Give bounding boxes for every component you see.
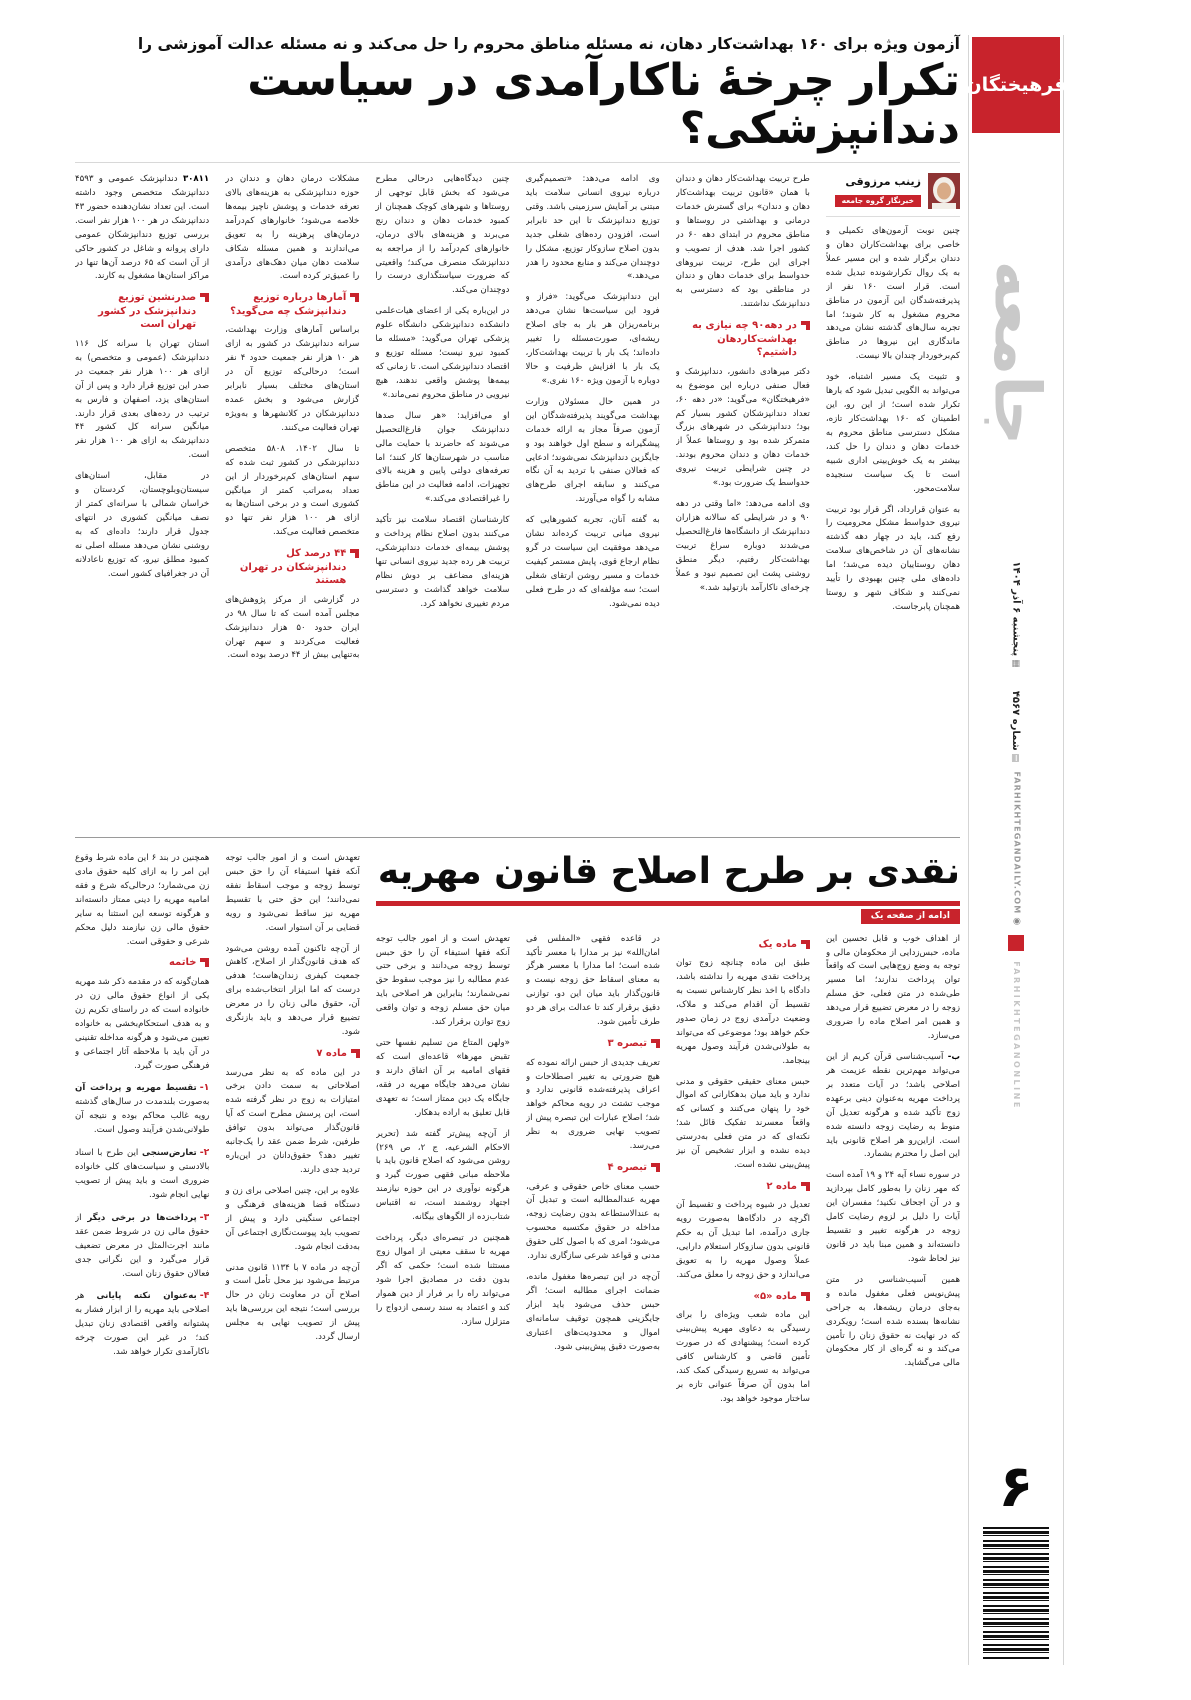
- numbered-item: ۳-پرداخت‌ها در برخی دیگر از حقوق مالی زن در شروط ضمن عقد مانند اجرت‌المثل در معرض تضعیف قرار می‌گیرد و این نگرانی جدی فعالان حقوق زنان است.: [75, 1211, 210, 1279]
- section-subhead: صدرنشین توزیع دندانپزشک در کشور تهران است: [75, 291, 209, 332]
- body-paragraph: او می‌افزاید: «هر سال صدها دندانپزشک جوان فارغ‌التحصیل می‌شوند که حاضرند با حمایت مالی مناسب در شهرستان‌ها کار کنند؛ اما تعرفه‌های دولتی پایین و هزینه بالای تجهیزات، ادامه فعالیت در این مناطق را غیراقتصادی می‌کند.»: [375, 410, 510, 505]
- article-column: [826, 933, 960, 1652]
- body-paragraph: از اهداف خوب و قابل تحسین این ماده، حبس‌زدایی از محکومان مالی و توجه به وضع زوج‌هایی است که واقعاً توان پرداخت ندارند؛ اما مسیر طی‌شده در متن فعلی، حق مسلم زوجه را در معرض تضییع قرار می‌دهد و همین امر اصلاح ماده را ضروری می‌سازد.: [825, 933, 960, 1042]
- rail-bottom: [983, 1452, 1049, 1659]
- article-column: [75, 852, 209, 1652]
- byline: [826, 173, 960, 217]
- body-paragraph: ب- آسیب‌شناسی قرآن کریم از این می‌تواند مهم‌ترین نقطه عزیمت هر اصلاحی باشد؛ در آیات متعدد بر پرداخت مهریه به‌عنوان دینی برعهده زوج تأکید شده و هرگونه تعدیل آن منوط به رضایت زوجه دانسته شده است. ازاین‌رو هر اصلاح قانونی باید این اصل را محترم بشمارد.: [825, 1052, 960, 1160]
- body-paragraph: ۳۰۸۱۱ دندانپزشک عمومی و ۴۵۹۳ دندانپزشک متخصص وجود داشته است. این تعداد نشان‌دهنده حضور ۴۳ دندانپزشک در هر ۱۰۰ هزار نفر است. بررسی توزیع دندانپزشکان عمومی دارای پروانه و شاغل در کشور حاکی از آن است که ۶۵ درصد آن‌ها تنها در مراکز استان‌ها مشغول به کارند.: [75, 174, 210, 282]
- online-brand-wrap: [969, 960, 1063, 1110]
- subhead-marker-icon: [651, 1039, 660, 1048]
- body-paragraph: به عنوان قرارداد، اگر قرار بود تربیت نیروی حدواسط مشکل محرومیت را رفع کند، باید در چهار دهه گذشته نشانه‌های آن در شاخص‌های سلامت دهان روستاییان دیده می‌شد؛ اما داده‌های ملی چنین بهبودی را تأیید نمی‌کنند و شکاف شهر و روستا همچنان پابرجاست.: [825, 504, 960, 612]
- body-paragraph: تعهدش است و از امور جالب توجه آنکه فقها استیفاء آن را حق حبس توسط زوجه می‌دانند و برخی حتی عدم مطالبه را نیز موجب سقوط حق نمی‌شمارند؛ بنابراین هر اصلاحی باید میان حق مسلم زوجه و توان واقعی زوج توازن برقرار کند.: [375, 933, 510, 1028]
- article-dental-policy: [75, 173, 960, 825]
- body-paragraph: و تثبیت یک مسیر اشتباه، خود می‌تواند به الگویی تبدیل شود که بارها تکرار شده است؛ از این رو، این اطمینان که ۱۶۰ بهداشت‌کار تازه، مشکل دسترسی مناطق محروم به خدمات دهان و دندان را حل کند، بیشتر به یک خوش‌بینی اداری شبیه است تا یک سیاست سنجیده سلامت‌محور.: [825, 372, 960, 494]
- body-paragraph: همان‌گونه که در مقدمه ذکر شد مهریه یکی از انواع حقوق مالی زن در خانواده است که در راستای تکریم زن و به هدف استحکام‌بخشی به خانواده تعیین می‌شود و هرگونه مداخله تقنینی در آن باید با ملاحظه آثار اجتماعی و فرهنگی صورت گیرد.: [75, 976, 210, 1071]
- body-paragraph: دکتر میرهادی دانشور، دندانپزشک و فعال صنفی درباره این موضوع به «فرهیختگان» می‌گوید: «در دهه ۶۰، تعداد دندانپزشکان کشور بسیار کم بود؛ دندانپزشکی در شهرهای بزرگ متمرکز شده بود و روستاها عملاً از خدمات دهان و دندان محروم بودند. در چنین شرایطی تربیت نیروی حدواسط یک ضرورت بود.»: [675, 366, 810, 489]
- calendar-icon: ▦: [1010, 659, 1021, 668]
- article-column: [75, 173, 209, 825]
- body-paragraph: چنین نوبت آزمون‌های تکمیلی و خاصی برای بهداشت‌کاران دهان و دندان برگزار شده و این مسیر عملاً به یک روال تکرارشونده تبدیل شده است. قرار است ۱۶۰ نفر از پذیرفته‌شدگان این آزمون در مناطق محروم مشغول به کار شوند؛ اما تجربه سال‌های گذشته نشان می‌دهد ماندگاری این نیروها در مناطق کم‌برخوردار چندان بالا نیست.: [825, 226, 960, 362]
- article-column: [526, 933, 660, 1652]
- article-column: [676, 173, 810, 825]
- body-paragraph: همین آسیب‌شناسی در متن پیش‌نویس فعلی مغفول مانده و به‌جای درمان ریشه‌ها، به جراحی نشانه‌ها بسنده شده است؛ رویکردی که در نهایت نه حقوق زنان را تأمین می‌کند و نه گره‌ای از کار محکومان مالی می‌گشاید.: [825, 1274, 960, 1369]
- body-paragraph: این ماده شعب ویژه‌ای را برای رسیدگی به دعاوی مهریه پیش‌بینی کرده است؛ پیشنهادی که در صورت تأمین قاضی و کارشناس کافی می‌تواند به تسریع رسیدگی کمک کند، اما بدون آن صرفاً عنوانی تازه بر ساختار موجود خواهد بود.: [675, 1310, 810, 1405]
- issue-date: پنجشنبه ۶ آذر ۱۴۰۴: [1010, 561, 1022, 657]
- section-subhead: ماده «۵»: [676, 1290, 810, 1304]
- body-paragraph: در همین حال مسئولان وزارت بهداشت می‌گویند پذیرفته‌شدگان این آزمون صرفاً مجاز به ارائه خدمات پیشگیرانه و سطح اول خواهند بود و جایگزین دندانپزشک نمی‌شوند؛ ادعایی که فعالان صنفی با تردید به آن نگاه می‌کنند و سابقه اجرای طرح‌های مشابه را گواه می‌آورند.: [525, 396, 660, 505]
- body-paragraph: تعهدش است و از امور جالب توجه آنکه فقها استیفاء آن را حق حبس توسط زوجه و موجب اسقاط نفقه نمی‌دانند؛ این حق حتی با تقسیط مهریه نیز ساقط نمی‌شود و رویه قضایی بر آن استوار است.: [225, 853, 360, 933]
- article-column: [526, 173, 660, 825]
- body-paragraph: وی ادامه می‌دهد: «تصمیم‌گیری درباره نیروی انسانی سلامت باید مبتنی بر آمایش سرزمینی باشد. وقتی توزیع دندانپزشک تا این حد نابرابر است، افزودن رده‌های شغلی جدید بدون اصلاح سازوکار توزیع، مشکل را دوچندان می‌کند و منابع محدود را هدر می‌دهد.»: [525, 174, 660, 282]
- barcode: [983, 1527, 1049, 1659]
- issue-number-icon: ▤: [1010, 753, 1021, 762]
- reporter-avatar: [928, 173, 960, 209]
- body-paragraph: آن‌چه در ماده ۷ با ۱۱۳۴ قانون مدنی مرتبط می‌شود نیز محل تأمل است و اصلاح آن در معاونت زنان در حال بررسی است؛ نتیجه این بررسی‌ها باید پیش از تصویب نهایی به مجلس ارسال گردد.: [225, 1262, 360, 1343]
- online-brand: FARHIKHTEGANONLINE: [1011, 960, 1021, 1110]
- body-paragraph: تا سال ۱۴۰۲، ۵۸۰۸ متخصص دندانپزشکی در کشور ثبت شده که سهم استان‌های کم‌برخوردار از این تعداد به‌مراتب کمتر از میانگین کشوری است و در برخی استان‌ها به ازای هر ۱۰۰ هزار نفر تنها دو متخصص فعالیت می‌کند.: [225, 443, 360, 538]
- globe-icon: ◉: [1011, 917, 1021, 927]
- section-subhead: تبصره ۴: [526, 1161, 660, 1175]
- article-column: [225, 852, 359, 1652]
- section-subhead: ماده یک: [676, 938, 810, 952]
- body-paragraph: طرح تربیت بهداشت‌کار دهان و دندان با همان «قانون تربیت بهداشت‌کار دهان و دندان» برای گسترش خدمات درمانی و بهداشتی در روستاها و مناطق محروم در ابتدای دهه ۶۰ در کشور اجرا شد. هدف از تصویب و اجرای این طرح، تربیت نیروهای حدواسط برای خدمات دهان و دندان در مناطقی بود که دسترسی به دندانپزشک نداشتند.: [675, 174, 810, 310]
- body-paragraph: این دندانپزشک می‌گوید: «فراز و فرود این سیاست‌ها نشان می‌دهد برنامه‌ریزان هر بار به جای اصلاح ریشه‌ای، صورت‌مسئله را تغییر داده‌اند؛ یک بار با تربیت بهداشت‌کار، یک بار با افزایش ظرفیت و حالا دوباره با آزمون ویژه ۱۶۰ نفری.»: [525, 292, 660, 386]
- numbered-item: ۲-تعارض‌سنجی این طرح با اسناد بالادستی و سیاست‌های کلی خانواده ضروری است و باید پیش از تصویب نهایی انجام شود.: [75, 1147, 210, 1200]
- body-paragraph: علاوه بر این، چنین اصلاحی برای زن و دستگاه قضا هزینه‌های فرهنگی و اجتماعی سنگینی دارد و پیش از تصویب باید پیوست‌نگاری اجتماعی آن به‌دقت انجام شود.: [225, 1185, 360, 1252]
- numbered-item: ۱-تقسیط مهریه و پرداخت آن به‌صورت بلندمدت در سال‌های گذشته رویه غالب محاکم بوده و نتیجه آن طولانی‌شدن فرآیند وصول است.: [75, 1082, 210, 1136]
- body-paragraph: از آن‌چه تاکنون آمده روشن می‌شود که هدف قانون‌گذار از اصلاح، کاهش جمعیت کیفری زندان‌هاست؛ هدفی درست که اما ابزار انتخاب‌شده برای آن، حقوق مالی زنان را در معرض تضییع قرار می‌دهد و باید بازنگری شود.: [225, 943, 360, 1038]
- numbered-item: ۴-به‌عنوان نکته پایانی هر اصلاحی باید مهریه را از ابزار فشار به پشتوانه واقعی اقتصادی زنان تبدیل کند؛ در غیر این صورت چرخه ناکارآمدی تکرار خواهد شد.: [75, 1290, 210, 1358]
- byline-text: [835, 175, 921, 207]
- subhead-marker-icon: [351, 1049, 360, 1058]
- page-content: [75, 35, 960, 1665]
- body-paragraph: در قاعده فقهی «المفلس فی امان‌الله» نیز بر مدارا با معسر تأکید شده است؛ اما مدارا با معسر هرگز به معنای اسقاط حق زوجه نیست و قانون‌گذار باید میان این دو، توازنی دقیق برقرار کند تا عدالت برای هر دو طرف تأمین شود.: [525, 933, 660, 1028]
- body-paragraph: «ولهن المتاع من تسلیم نفسها حتی تقبض مهرها» قاعده‌ای است که فقهای امامیه بر آن اتفاق دارند و نشان می‌دهد جایگاه مهریه در فقه، جایگاه یک دین ممتاز است؛ نه تعهدی قابل تعلیق به اراده بدهکار.: [375, 1038, 510, 1118]
- body-paragraph: در گزارشی از مرکز پژوهش‌های مجلس آمده است که تا سال ۹۸ در ایران حدود ۵۰ هزار دندانپزشک فعالیت می‌کردند و سهم تهران به‌تنهایی بیش از ۴۴ درصد بوده است.: [225, 594, 360, 661]
- body-paragraph: حسب معنای خاص حقوقی و عرفی، مهریه عندالمطالبه است و تبدیل آن به عندالاستطاعه بدون رضایت زوجه، مداخله در حقوق مکتسبه محسوب می‌شود؛ امری که با اصول کلی حقوق مدنی و قواعد شرعی سازگاری ندارد.: [525, 1181, 660, 1262]
- body-paragraph: استان تهران با سرانه کل ۱۱۶ دندانپزشک (عمومی و متخصص) به ازای هر ۱۰۰ هزار نفر جمعیت در صدر این توزیع قرار دارد و پس از آن استان‌های یزد، اصفهان و فارس به ترتیب در رده‌های بعدی قرار دارند. میانگین سرانه کل کشور ۴۴ دندانپزشک به ازای هر ۱۰۰ هزار نفر است.: [75, 338, 210, 461]
- body-paragraph: طبق این ماده چنانچه زوج توان پرداخت نقدی مهریه را نداشته باشد، دادگاه با اخذ نظر کارشناس نسبت به تقسیط آن اقدام می‌کند و ملاک، وضعیت درآمدی زوج در زمان صدور حکم خواهد بود؛ موضوعی که می‌تواند به طولانی‌شدن فرآیند وصول مهریه بینجامد.: [675, 958, 810, 1066]
- body-paragraph: در این‌باره یکی از اعضای هیات‌علمی دانشکده دندانپزشکی دانشگاه علوم پزشکی تهران می‌گوید: «مسئله ما کمبود نیرو نیست؛ مسئله توزیع و اقتصاد دندانپزشکی است. تا زمانی که بیمه‌ها پوشش واقعی ندهند، هیچ نیرویی در مناطق محروم نمی‌ماند.»: [375, 306, 510, 400]
- subhead-marker-icon: [801, 1182, 810, 1191]
- section-name-wrap: [969, 188, 1063, 518]
- section-subhead: ماده ۷: [225, 1047, 359, 1061]
- body-paragraph: حبس معنای حقیقی حقوقی و مدنی ندارد و باید میان بدهکارانی که اموال خود را پنهان می‌کنند و کسانی که واقعاً معسرند تفکیک قائل شد؛ نکته‌ای که در متن فعلی به‌درستی دیده نشده و ابزار تشخیص آن نیز پیش‌بینی نشده است.: [675, 1076, 810, 1171]
- article2-columns-left: [75, 852, 360, 1652]
- page-number: ۶: [998, 1452, 1034, 1520]
- body-paragraph: در مقابل، استان‌های سیستان‌وبلوچستان، کردستان و خراسان شمالی با سرانه‌ای کمتر از نصف میانگین کشوری در انتهای جدول قرار دارند؛ داده‌ای که به روشنی نشان می‌دهد مسئله اصلی نه کمبود مطلق نیرو، که توزیع ناعادلانه آن در جغرافیای کشور است.: [75, 471, 210, 579]
- article2-continuation: [75, 852, 360, 1652]
- article1-kicker: آزمون ویژه برای ۱۶۰ بهداشت‌کار دهان، نه مسئله مناطق محروم را حل می‌کند و نه مسئله عدالت آموزشی را: [137, 35, 960, 53]
- body-paragraph: تعدیل در شیوه پرداخت و تقسیط آن اگرچه در دادگاه‌ها به‌صورت رویه جاری درآمده، اما تبدیل آن به حکم قانونی بدون سازوکار استعلام دارایی، عملاً وصول مهریه را به تعویق می‌اندازد و حق زوجه را معلق می‌کند.: [675, 1200, 810, 1281]
- article-column: [376, 933, 510, 1652]
- body-paragraph: تعریف جدیدی از حبس ارائه نموده که هیچ ضرورتی به تغییر اصطلاحات و اعراف پذیرفته‌شده قانونی ندارد و موجب تشتت در رویه محاکم خواهد شد؛ اصلاح عبارات این تبصره پیش از تصویب نهایی ضروری به نظر می‌رسد.: [525, 1057, 660, 1152]
- subhead-marker-icon: [350, 549, 359, 558]
- body-paragraph: مشکلات درمان دهان و دندان در حوزه دندانپزشکی به هزینه‌های بالای تعرفه خدمات و پوشش ناچیز بیمه‌ها خلاصه می‌شود؛ خانوارهای کم‌درآمد درمان‌های پرهزینه را به تعویق می‌اندازند و همین مسئله شکاف سلامت دهان میان دهک‌های درآمدی را عمیق‌تر کرده است.: [225, 174, 360, 282]
- body-paragraph: همچنین در تبصره‌ای دیگر، پرداخت مهریه تا سقف معینی از اموال زوج مستثنا شده است؛ حکمی که اگر بدون دقت در مصادیق اجرا شود می‌تواند راه را بر فرار از دین هموار کند و اعتماد به سند رسمی ازدواج را متزلزل سازد.: [375, 1233, 510, 1327]
- website-url-wrap: [969, 771, 1063, 927]
- body-paragraph: آن‌چه در این تبصره‌ها مغفول مانده، ضمانت اجرای مطالبه است؛ اگر حبس حذف می‌شود باید ابزار جایگزینی همچون توقیف سامانه‌ای اموال و محدودیت‌های اعتباری به‌صورت دقیق پیش‌بینی شود.: [525, 1272, 660, 1352]
- body-paragraph: براساس آمارهای وزارت بهداشت، سرانه دندانپزشک در کشور به ازای هر ۱۰ هزار نفر جمعیت حدود ۴ نفر است؛ درحالی‌که توزیع آن در استان‌های مختلف بسیار نابرابر گزارش می‌شود و بخش عمده دندانپزشکان در کلانشهرها و به‌ویژه تهران فعالیت می‌کنند.: [225, 325, 360, 433]
- article2-headline: نقدی بر طرح اصلاح قانون مهریه: [376, 852, 960, 906]
- side-rail: [965, 35, 1067, 1665]
- issue-number-wrap: [969, 687, 1063, 765]
- subhead-marker-icon: [200, 958, 209, 967]
- body-paragraph: در این ماده که به نظر می‌رسد اصلاحاتی به سمت دادن برخی امتیازات به زوج در نظر گرفته شده است، این پرسش مطرح است که آیا قانون‌گذار می‌تواند بدون توافق طرفین، شرط ضمن عقد را یک‌جانبه تغییر دهد؟ حقوق‌دانان در این‌باره تردید جدی دارند.: [225, 1067, 360, 1175]
- body-paragraph: به گفته آنان، تجربه کشورهایی که نیروی میانی تربیت کرده‌اند نشان می‌دهد موفقیت این سیاست در گرو نظام ارجاع قوی، پایش مستمر کیفیت خدمات و مسیر روشن ارتقای شغلی است؛ سه مؤلفه‌ای که در طرح فعلی دیده نمی‌شود.: [525, 515, 660, 609]
- body-paragraph: در سوره نساء آیه ۲۴ و ۱۹ آمده است که مهر زنان را به‌طور کامل بپردازید و در آن اجحاف نکنید؛ مفسران این آیات را دلیل بر لزوم رضایت کامل زوجه در هرگونه تغییر و تقسیط دانسته‌اند و همین مبنا باید در قانون نیز لحاظ شود.: [825, 1170, 960, 1264]
- article-column: [225, 173, 359, 825]
- website-url: FARHIKHTEGANDAILY.COM: [1012, 771, 1021, 915]
- article2-columns-right: [376, 933, 960, 1652]
- article1-headline: تکرار چرخهٔ ناکارآمدی در سیاست دندانپزشکی؟: [247, 55, 960, 154]
- body-paragraph: کارشناسان اقتصاد سلامت نیز تأکید می‌کنند بدون اصلاح نظام پرداخت و پوشش بیمه‌ای خدمات دندانپزشکی، تربیت هر رده جدید نیروی انسانی تنها هزینه‌ای مضاعف بر دوش نظام سلامت خواهد گذاشت و دسترسی مردم تغییری نخواهد کرد.: [375, 515, 510, 609]
- reporter-role: خبرنگار گروه جامعه: [835, 195, 921, 207]
- issue-number: شماره ۴۵۶۷: [1010, 690, 1022, 751]
- article-mehrieh-law: [75, 852, 960, 1652]
- article-column: [375, 173, 509, 825]
- articles-divider: [75, 837, 960, 838]
- newspaper-logo: [965, 37, 1067, 133]
- body-paragraph: همچنین در بند ۶ این ماده شرط وقوع این امر را به ازای کلیه حقوق مادی زن می‌شمارد؛ درحالی‌که شرع و فقه امامیه مهریه را دینی ممتاز دانسته‌اند و هرگونه توسعه این استثنا به سایر حقوق مالی زن نیازمند دلیل محکم شرعی و حقوقی است.: [75, 853, 210, 947]
- header-divider: [75, 162, 960, 163]
- section-name: جامعه: [979, 260, 1053, 446]
- subhead-marker-icon: [651, 1163, 660, 1172]
- body-paragraph: از آن‌چه پیش‌تر گفته شد (تحریر الاحکام الشرعیه، ج ۲، ص ۲۶۹) روشن می‌شود که اصلاح قانون باید با ملاحظه مبانی فقهی صورت گیرد و هرگونه نوآوری در این حوزه نیازمند اجتهاد روشمند است، نه اقتباس شتاب‌زده از الگوهای بیگانه.: [375, 1128, 510, 1223]
- issue-date-wrap: [969, 552, 1063, 677]
- section-subhead: خاتمه: [75, 956, 209, 970]
- body-paragraph: چنین دیدگاه‌هایی درحالی مطرح می‌شود که بخش قابل توجهی از روستاها و شهرهای کوچک همچنان از کمبود خدمات دهان و دندان رنج می‌برند و هزینه‌های بالای درمان، خانوارهای کم‌درآمد را از مراجعه به دندانپزشک منصرف می‌کند؛ واقعیتی که ضرورت سیاستگذاری درست را دوچندان می‌کند.: [375, 174, 510, 296]
- newspaper-logo-text: فرهیختگان: [965, 73, 1067, 96]
- subhead-marker-icon: [350, 293, 359, 302]
- section-subhead: در دهه۹۰ چه نیازی به بهداشت‌کاردهان داشتیم؟: [676, 319, 810, 360]
- article-column: [826, 173, 960, 825]
- subhead-marker-icon: [801, 940, 810, 949]
- subhead-marker-icon: [801, 1292, 810, 1301]
- body-paragraph: وی ادامه می‌دهد: «اما وقتی در دهه ۹۰ و در شرایطی که سالانه هزاران دندانپزشک از دانشگاه‌ها فارغ‌التحصیل می‌شدند دوباره سراغ تربیت بهداشت‌کار رفتیم، دیگر منطق روشنی پشت این تصمیم نبود و عملاً چرخه‌ای ناکارآمد بازتولید شد.»: [675, 499, 810, 593]
- reporter-name: زینب مرزوقی: [845, 175, 921, 189]
- section-subhead: ۴۴ درصد کل دندانپزشکان در تهران هستند: [225, 547, 359, 588]
- subhead-marker-icon: [200, 293, 209, 302]
- article-column: [676, 933, 810, 1652]
- subhead-marker-icon: [801, 321, 810, 330]
- section-subhead: ماده ۲: [676, 1180, 810, 1194]
- section-subhead: آمارها درباره توزیع دندانپزشک چه می‌گوید؟: [225, 291, 359, 318]
- section-subhead: تبصره ۳: [526, 1037, 660, 1051]
- article2-main: [376, 852, 960, 1652]
- red-square-mark: [1008, 935, 1024, 951]
- continued-from-page-one-badge: ادامه از صفحه یک: [861, 909, 960, 924]
